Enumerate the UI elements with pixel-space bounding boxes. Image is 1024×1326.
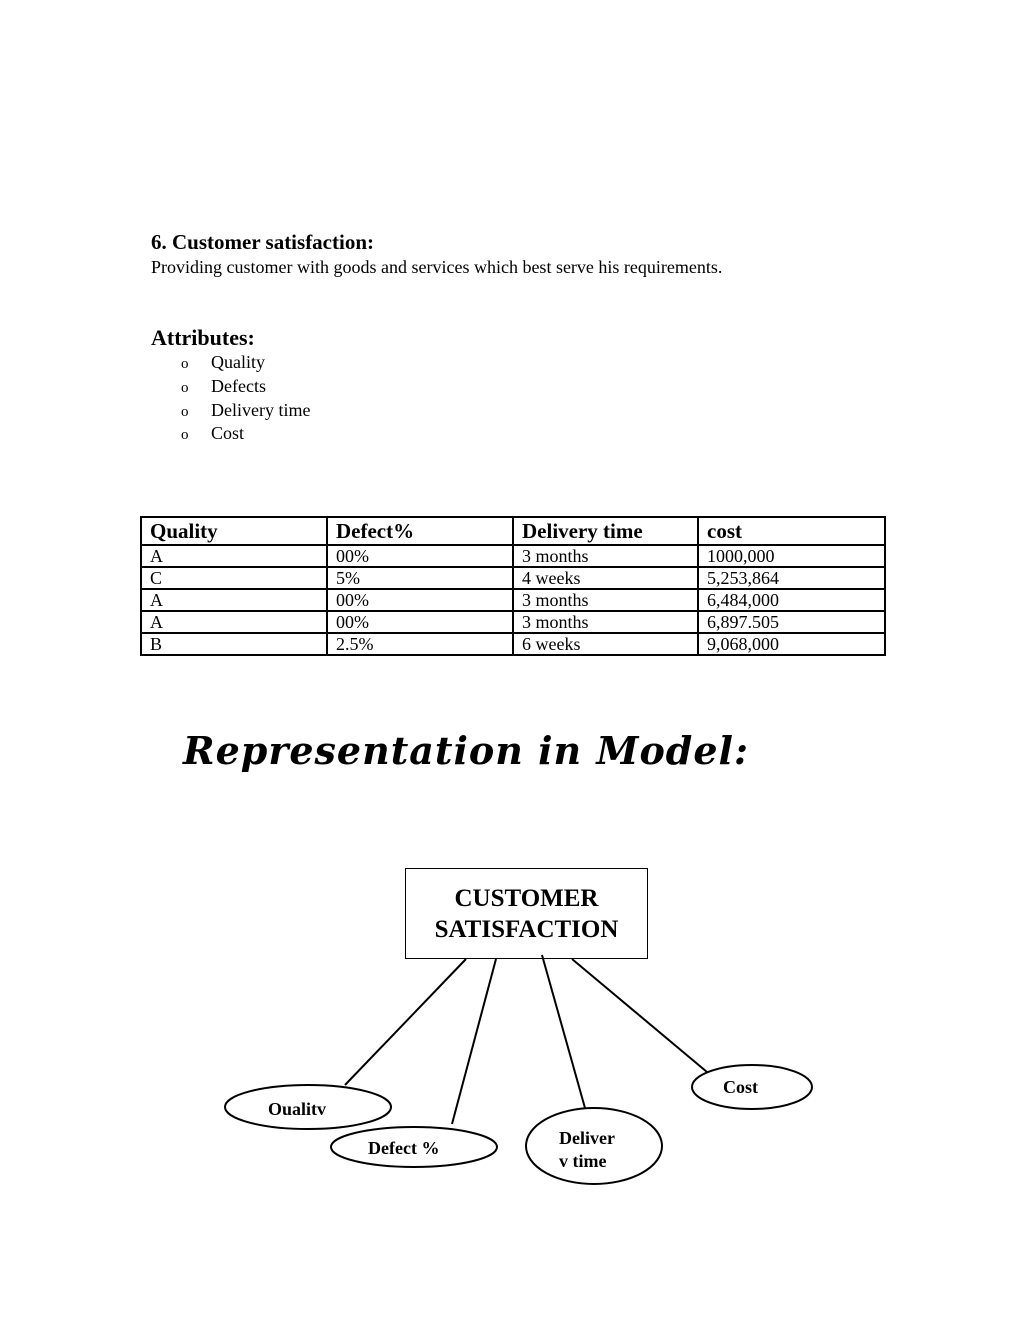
connector-delivery-time [542, 955, 585, 1108]
node-cost-label: Cost [723, 1077, 758, 1097]
table-cell: 00% [327, 589, 513, 611]
table-cell: 00% [327, 545, 513, 567]
column-header-delivery-time: Delivery time [513, 517, 698, 545]
bullet-icon: o [181, 427, 189, 443]
bullet-icon: o [181, 404, 189, 420]
table-cell: 3 months [513, 589, 698, 611]
table-cell: 6 weeks [513, 633, 698, 655]
table-cell: 4 weeks [513, 567, 698, 589]
table-cell: 9,068,000 [698, 633, 885, 655]
table-cell: A [141, 611, 327, 633]
section-heading: 6. Customer satisfaction: [151, 230, 375, 254]
table-cell: 00% [327, 611, 513, 633]
attribute-label: Quality [211, 352, 265, 372]
connector-quality [345, 959, 466, 1085]
connector-defect [452, 959, 496, 1124]
column-header-cost: cost [698, 517, 885, 545]
node-quality-label: Oualitv [268, 1099, 327, 1119]
connector-cost [572, 959, 707, 1072]
table-cell: 5,253,864 [698, 567, 885, 589]
table-cell: B [141, 633, 327, 655]
table-cell: 6,484,000 [698, 589, 885, 611]
attributes-heading: Attributes: [151, 325, 255, 350]
table-cell: 1000,000 [698, 545, 885, 567]
column-header-defect: Defect% [327, 517, 513, 545]
table-cell: 5% [327, 567, 513, 589]
table-cell: 6,897.505 [698, 611, 885, 633]
model-heading: Representation in Model: [183, 728, 750, 773]
root-node [405, 868, 648, 959]
table-cell: 2.5% [327, 633, 513, 655]
attribute-label: Cost [211, 423, 245, 443]
node-defect-label: Defect % [368, 1138, 440, 1158]
bullet-icon: o [181, 380, 189, 396]
section-description: Providing customer with goods and services which best serve his requirements. [151, 257, 723, 277]
root-node-label: CUSTOMER SATISFACTION [434, 884, 619, 943]
attribute-label: Delivery time [211, 400, 311, 420]
table-cell: A [141, 589, 327, 611]
table-cell: 3 months [513, 611, 698, 633]
attribute-label: Defects [211, 376, 266, 396]
node-delivery-time-label: Deliver v time [559, 1128, 615, 1171]
bullet-icon: o [181, 356, 189, 372]
table-cell: C [141, 567, 327, 589]
column-header-quality: Quality [141, 517, 327, 545]
table-cell: 3 months [513, 545, 698, 567]
table-cell: A [141, 545, 327, 567]
